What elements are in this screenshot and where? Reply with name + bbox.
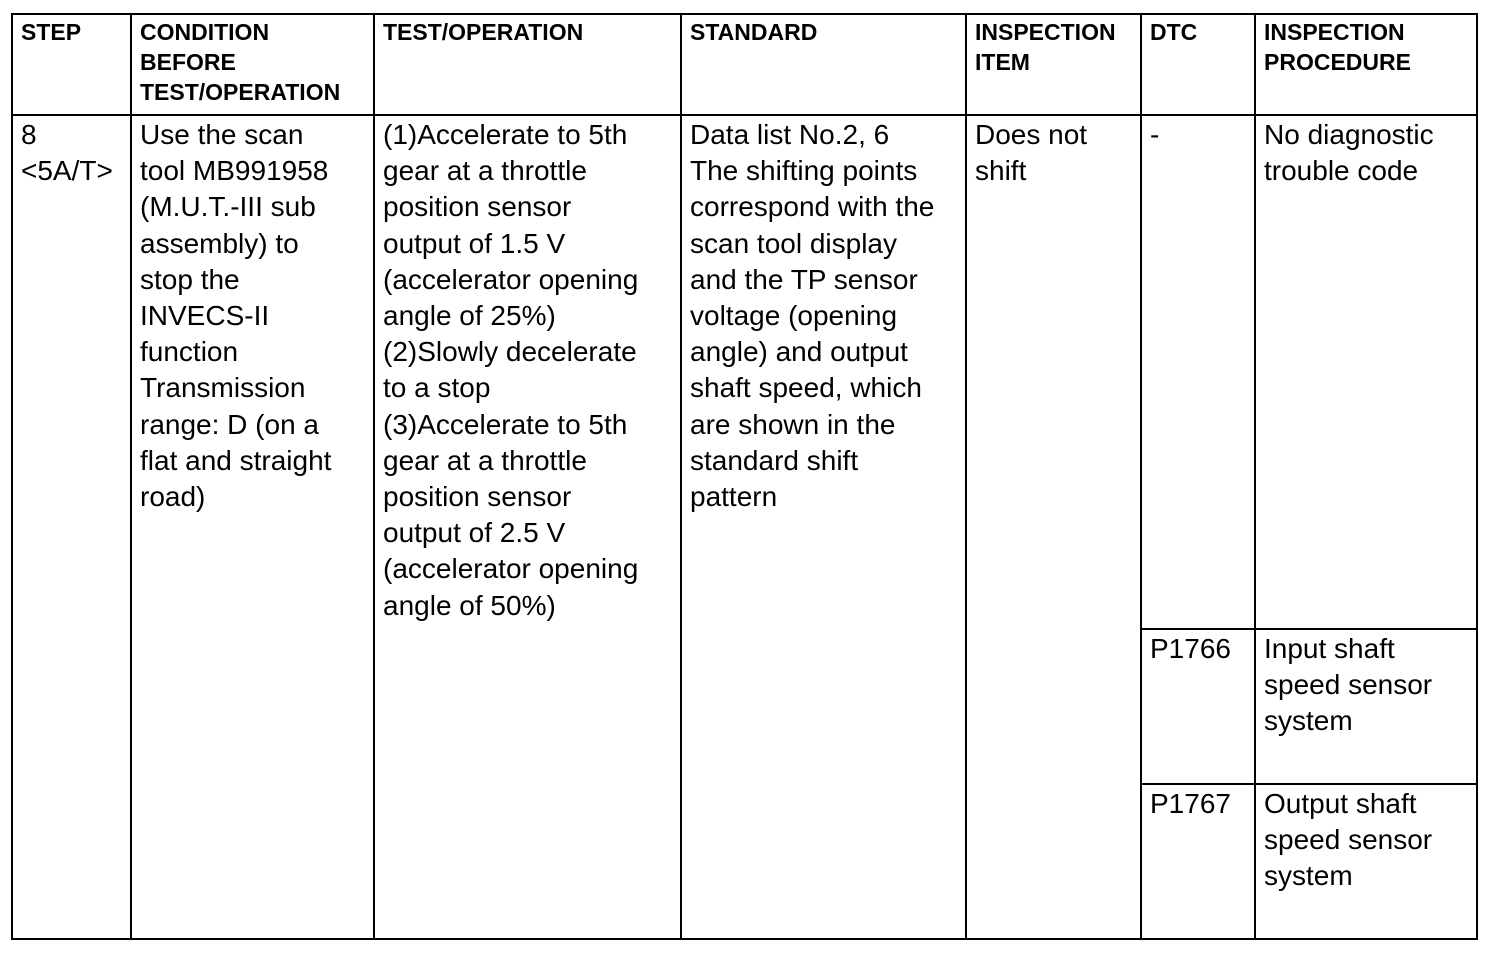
- step-cell: 8 <5A/T>: [12, 115, 131, 939]
- header-step: STEP: [12, 14, 131, 115]
- header-test-operation: TEST/OPERATION: [374, 14, 681, 115]
- header-condition: CONDITION BEFORE TEST/OPERATION: [131, 14, 374, 115]
- header-row: [12, 14, 1477, 115]
- inspection-table: [11, 13, 1478, 940]
- condition-cell: Use the scan tool MB991958 (M.U.T.-III sub assembly) to stop the INVECS-II function Transmission range: D (on a flat and straight road): [131, 115, 374, 939]
- test-operation-cell: (1)Accelerate to 5th gear at a throttle position sensor output of 1.5 V (accelerator opening angle of 25%) (2)Slowly decelerate to a stop (3)Accelerate to 5th gear at a throttle position sensor output of 2.5 V (accelerator opening angle of 50%): [374, 115, 681, 939]
- header-dtc: DTC: [1141, 14, 1255, 115]
- inspection-procedure-cell: Input shaft speed sensor system: [1255, 629, 1477, 784]
- header-inspection-procedure: INSPECTION PROCEDURE: [1255, 14, 1477, 115]
- table-row: [12, 115, 1477, 629]
- inspection-procedure-cell: Output shaft speed sensor system: [1255, 784, 1477, 939]
- dtc-cell: P1767: [1141, 784, 1255, 939]
- inspection-procedure-cell: No diagnostic trouble code: [1255, 115, 1477, 629]
- standard-cell: Data list No.2, 6 The shifting points correspond with the scan tool display and the TP sensor voltage (opening angle) and output shaft speed, which are shown in the standard shift pattern: [681, 115, 966, 939]
- header-inspection-item: INSPECTION ITEM: [966, 14, 1141, 115]
- inspection-item-cell: Does not shift: [966, 115, 1141, 939]
- header-standard: STANDARD: [681, 14, 966, 115]
- dtc-cell: -: [1141, 115, 1255, 629]
- dtc-cell: P1766: [1141, 629, 1255, 784]
